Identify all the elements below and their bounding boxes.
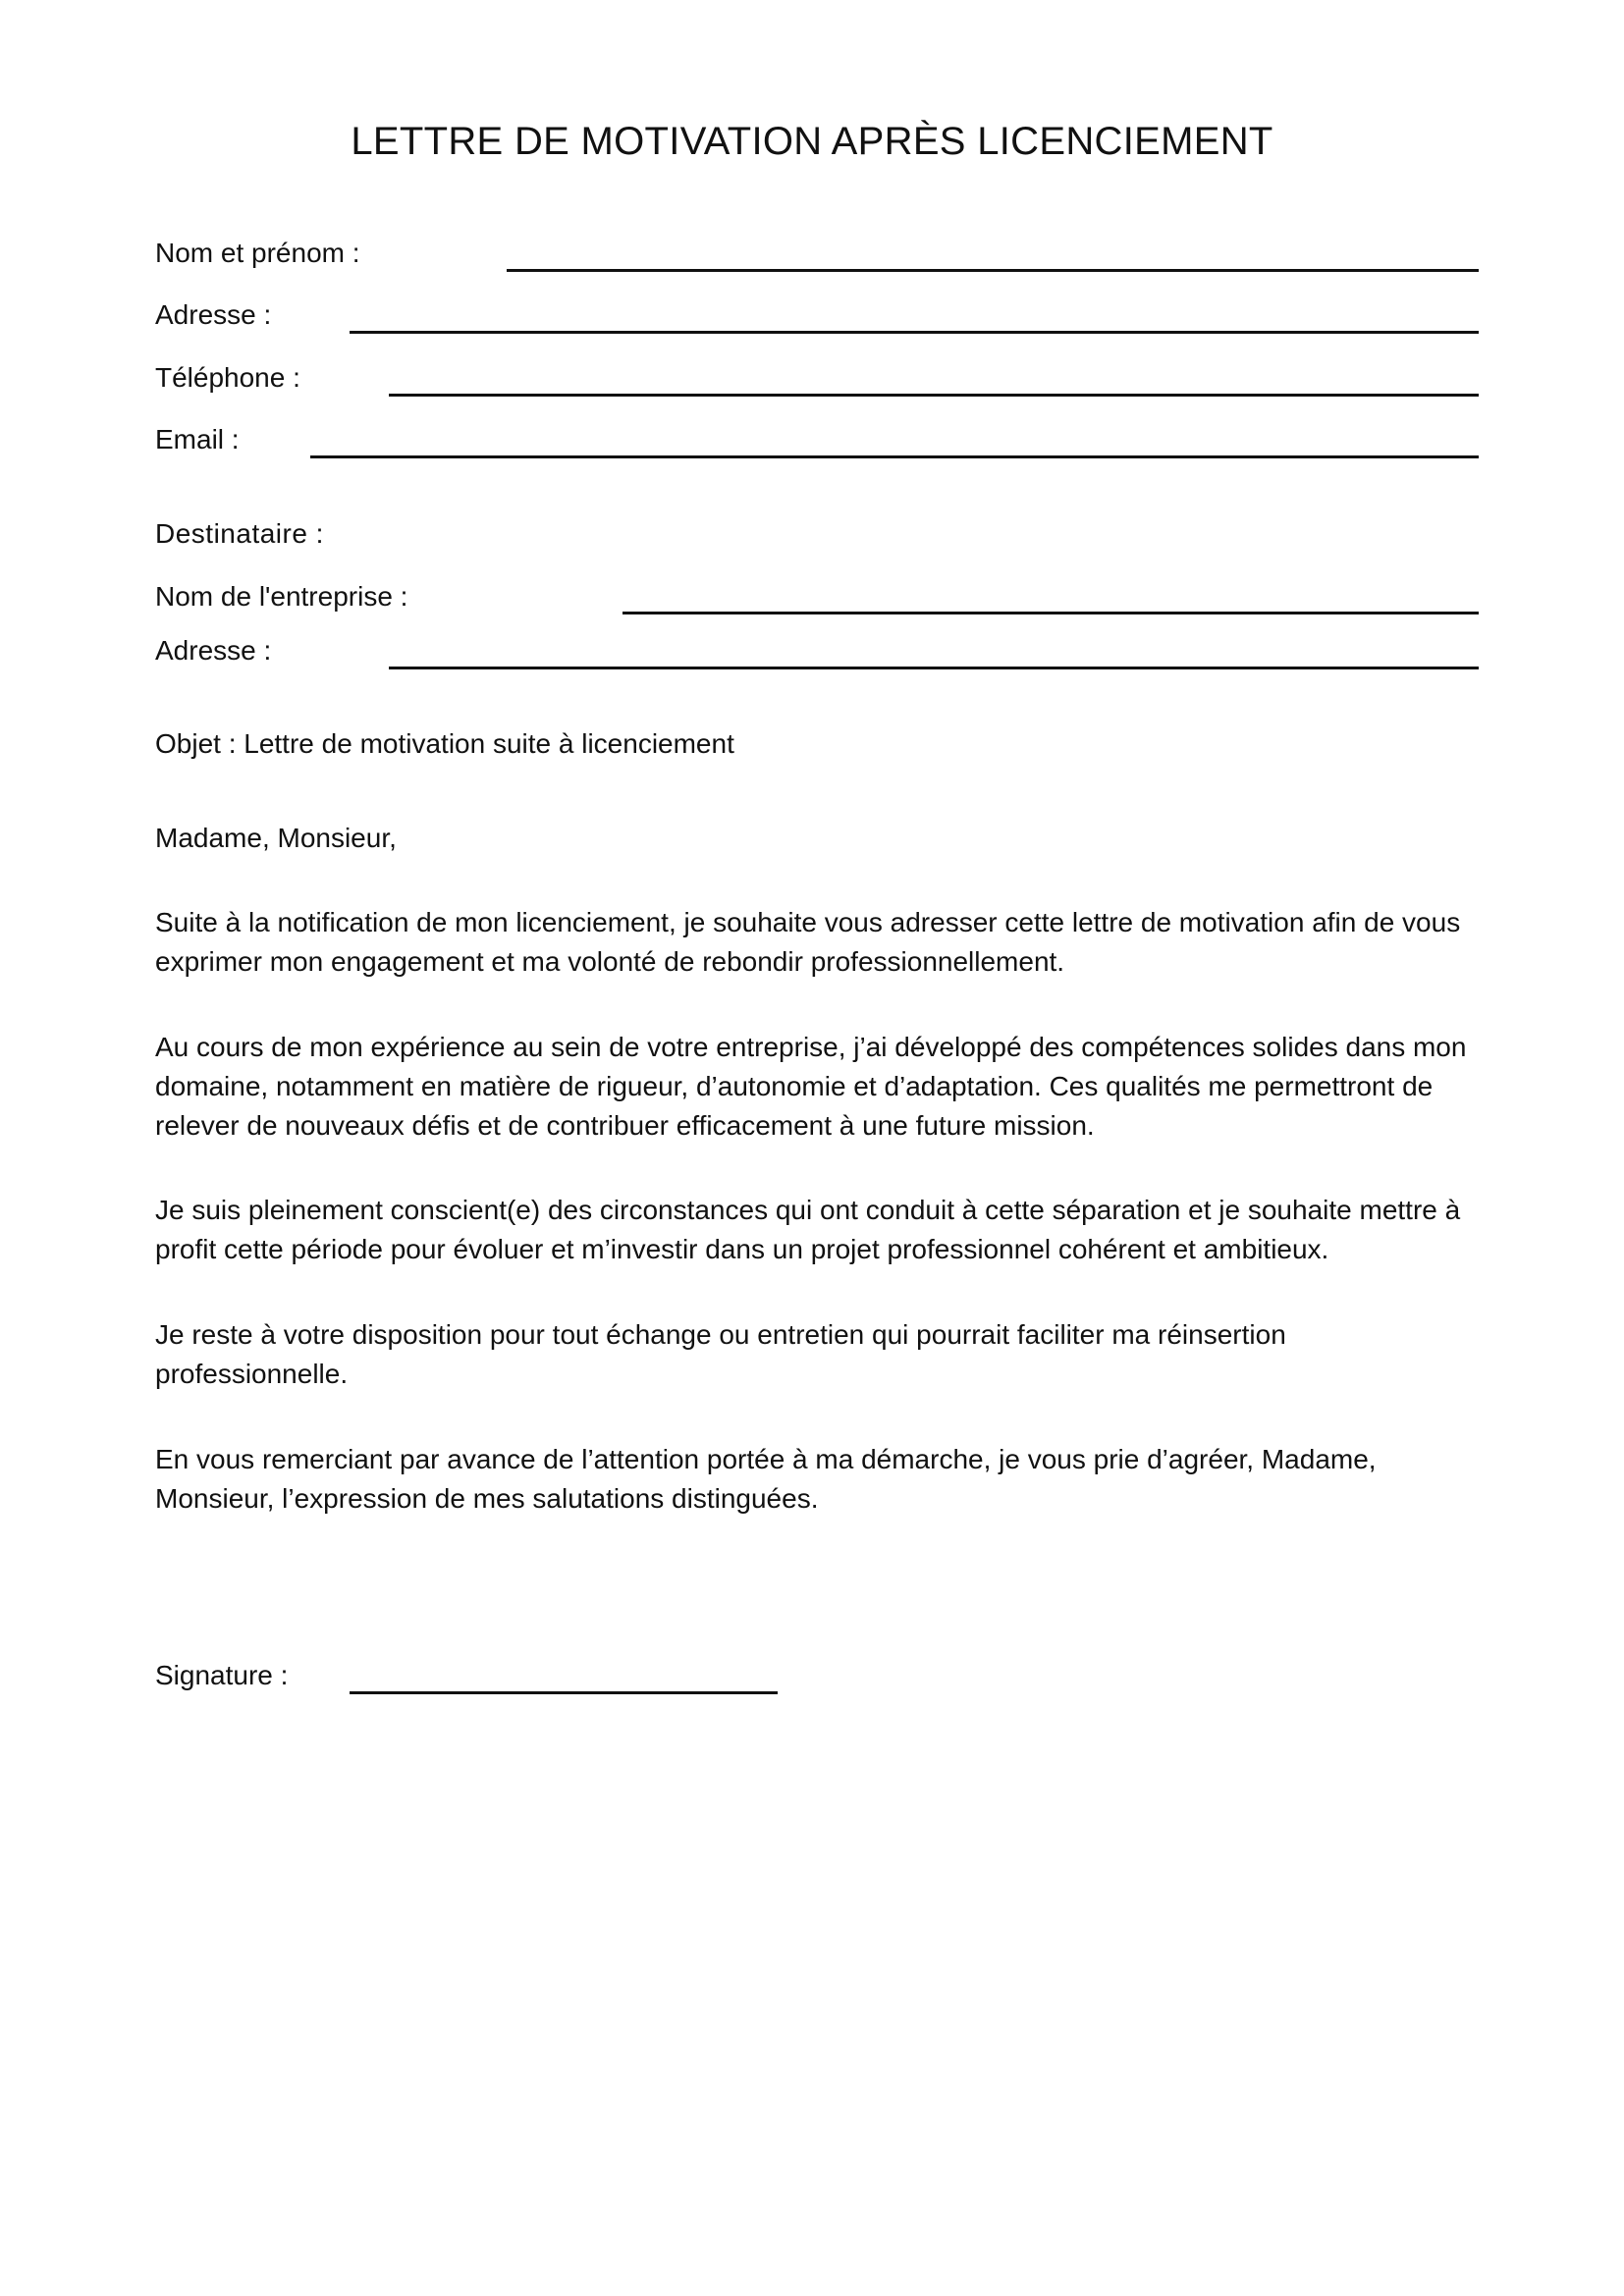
paragraph-line: Suite à la notification de mon licenciement, je souhaite vous adresser cette lettre de motivation afin de vous xyxy=(155,907,1461,937)
body-paragraph-4 xyxy=(155,1315,1490,1394)
subject-line: Objet : Lettre de motivation suite à licenciement xyxy=(155,728,734,759)
sender-phone-label: Téléphone : xyxy=(155,362,300,393)
signature-line[interactable] xyxy=(350,1691,778,1694)
sender-name-label: Nom et prénom : xyxy=(155,238,360,268)
recipient-company-line[interactable] xyxy=(623,612,1479,614)
paragraph-line: Je suis pleinement conscient(e) des circonstances qui ont conduit à cette séparation et je souhaite mettre à xyxy=(155,1195,1461,1225)
body-paragraph-3 xyxy=(155,1191,1490,1269)
paragraph-line: Je reste à votre disposition pour tout échange ou entretien qui pourrait faciliter ma réinsertion xyxy=(155,1319,1286,1350)
sender-email-line[interactable] xyxy=(310,455,1479,458)
sender-name-line[interactable] xyxy=(507,269,1479,272)
signature-label: Signature : xyxy=(155,1660,289,1690)
body-paragraph-1 xyxy=(155,903,1490,982)
salutation: Madame, Monsieur, xyxy=(155,823,397,853)
sender-phone-line[interactable] xyxy=(389,394,1479,397)
paragraph-line: Monsieur, l’expression de mes salutations distinguées. xyxy=(155,1483,819,1514)
paragraph-line: Au cours de mon expérience au sein de votre entreprise, j’ai développé des compétences solides dans mon xyxy=(155,1032,1467,1062)
paragraph-line: exprimer mon engagement et ma volonté de rebondir professionnellement. xyxy=(155,946,1065,977)
paragraph-line: professionnelle. xyxy=(155,1359,349,1389)
paragraph-line: relever de nouveaux défis et de contribuer efficacement à une future mission. xyxy=(155,1110,1095,1141)
paragraph-line: profit cette période pour évoluer et m’investir dans un projet professionnel cohérent et ambitieux. xyxy=(155,1234,1329,1264)
paragraph-line: domaine, notamment en matière de rigueur, d’autonomie et d’adaptation. Ces qualités me permettront de xyxy=(155,1071,1434,1101)
recipient-address-label: Adresse : xyxy=(155,635,272,666)
sender-address-label: Adresse : xyxy=(155,299,272,330)
document-title: LETTRE DE MOTIVATION APRÈS LICENCIEMENT xyxy=(351,120,1273,163)
sender-email-label: Email : xyxy=(155,424,240,454)
paragraph-line: En vous remerciant par avance de l’attention portée à ma démarche, je vous prie d’agréer, Madame, xyxy=(155,1444,1377,1474)
sender-address-line[interactable] xyxy=(350,331,1479,334)
body-paragraph-2 xyxy=(155,1028,1490,1146)
recipient-heading: Destinataire : xyxy=(155,518,324,549)
recipient-address-line[interactable] xyxy=(389,667,1479,669)
recipient-company-label: Nom de l'entreprise : xyxy=(155,581,408,612)
body-paragraph-5 xyxy=(155,1440,1490,1519)
